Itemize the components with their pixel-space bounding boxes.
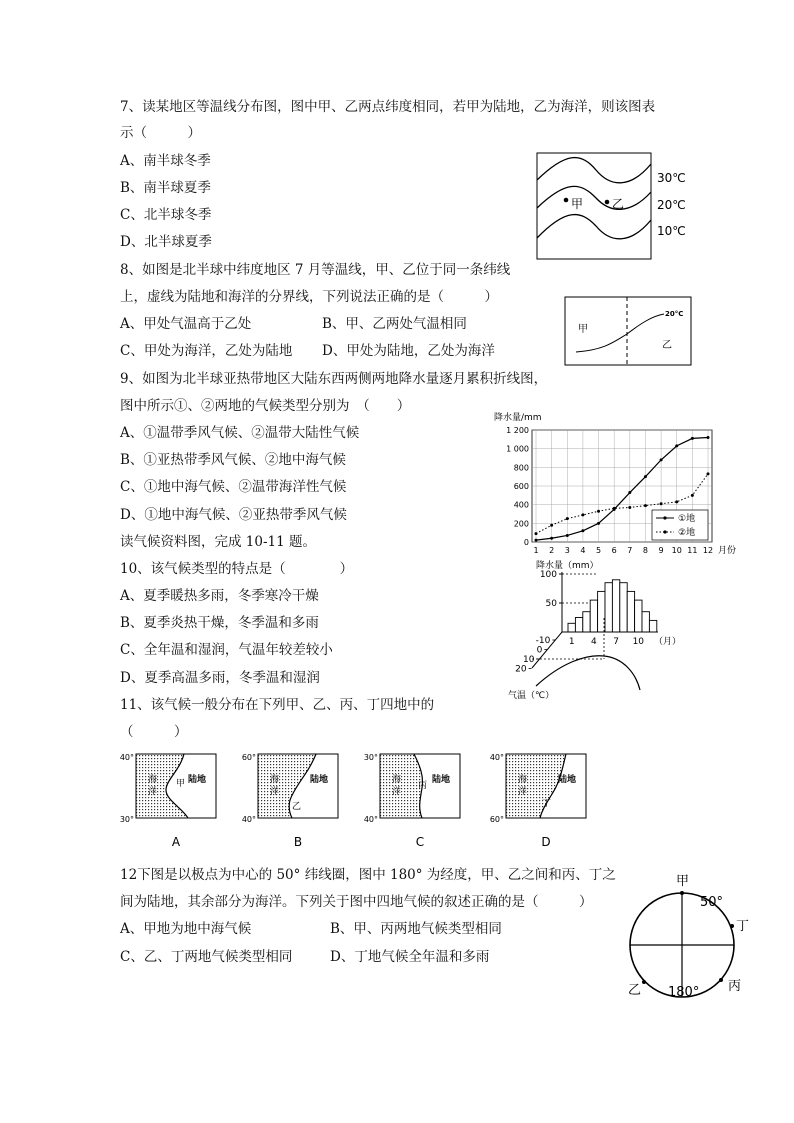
x-tick-label: 3 [564,546,570,555]
q8-option-c: C、甲处为海洋，乙处为陆地 [120,343,293,359]
q10-option-b: B、夏季炎热干燥，冬季温和多雨 [120,615,319,631]
series-1-point [675,444,678,447]
precip-bar [605,583,612,632]
chart-legend [652,510,708,540]
precip-bar [612,580,619,632]
point-jia-label: 甲 [676,874,690,889]
legend-series-1: ①地 [678,514,696,524]
series-2-point [597,510,600,513]
point-yi-label: 乙 [662,340,672,351]
sea-label: 海 [392,775,402,785]
place-label: 乙 [292,802,302,812]
q9-option-c: C、①地中海气候、②温带海洋性气候 [120,479,347,495]
sea-label: 洋 [148,787,158,797]
map-caption: B [293,835,303,849]
series-1-point [644,475,647,478]
x-tick-label: 4 [580,546,586,555]
series-2-point [581,513,584,516]
precip-bar [598,591,605,632]
lat-bottom-label: 40° [242,815,256,824]
q8-stem-line1: 8、如图是北半球中纬度地区 7 月等温线，甲、乙位于同一条纬线 [120,262,511,278]
x-tick-label: 2 [549,546,555,555]
series-1-point [597,522,600,525]
coast-map-c [364,752,474,856]
sea-label: 洋 [518,787,528,797]
sea-label: 海 [270,775,280,785]
q12-option-c: C、乙、丁两地气候类型相同 [120,949,293,965]
q8-stem-line2: 上，虚线为陆地和海洋的分界线，下列说法正确的是（ ） [120,289,498,305]
x-tick-label: 9 [658,546,664,555]
lat-top-label: 30° [364,753,378,762]
coast-map-d [490,752,600,856]
intro-10-11: 读气候资料图，完成 10-11 题。 [120,534,317,550]
q10-option-a: A、夏季暖热多雨，冬季寒冷干燥 [120,588,319,604]
x-tick-label: 12 [702,546,714,555]
month-unit: （月） [654,637,682,647]
series-2-point [660,502,663,505]
series-2-point [675,500,678,503]
series-2-point [613,507,616,510]
q7-option-c: C、北半球冬季 [120,207,212,223]
x-tick-label: 8 [642,546,649,555]
series-2-point [535,532,538,535]
precip-bar [590,600,597,632]
q9-option-b: B、①亚热带季风气候、②地中海气候 [120,452,346,468]
q8-option-b: B、甲、乙两处气温相同 [322,316,467,332]
series-1-point [660,458,663,461]
x-tick-label: 11 [687,546,698,555]
place-label: 丁 [542,799,552,809]
sea-area [258,754,316,818]
land-label: 陆地 [188,775,207,785]
point-yi-dot [605,200,610,205]
sea-label: 洋 [392,787,402,797]
place-label: 甲 [176,779,186,789]
series-2-point [550,524,553,527]
series-2-point [691,494,694,497]
coast-map-a [120,752,230,856]
climate-chart [506,558,686,704]
x-tick-label: 7 [627,546,633,555]
q9-stem-line2: 图中所示①、②两地的气候类型分别为 （ ） [120,398,411,414]
x-axis-label: 月份 [718,546,737,556]
q12-option-a: A、甲地为地中海气候 [120,921,252,937]
coast-map-b [242,752,352,856]
month-tick-label: 1 [568,637,575,647]
q8-option-a: A、甲处气温高于乙处 [120,316,252,332]
series-1-point [535,539,538,542]
x-tick-label: 1 [533,546,539,555]
series-2-point [644,504,647,507]
q8-option-d: D、甲处为陆地，乙处为海洋 [322,343,495,359]
month-tick-label: 10 [632,637,645,647]
lat-top-label: 40° [120,753,134,762]
point-bing-label: 丙 [728,979,742,994]
q8-isotherm-figure [564,296,694,368]
precip-bar [568,623,575,632]
q7-stem-line2: 示（ ） [120,125,201,141]
place-label: 丙 [418,781,428,791]
land-label: 陆地 [558,775,577,785]
land-label: 陆地 [310,775,329,785]
cumulative-precip-chart [494,408,774,558]
lat-bottom-label: 40° [364,815,378,824]
precip-tick-label: 50 [545,599,557,609]
precip-bar [583,612,590,632]
lat-top-label: 60° [242,753,256,762]
precip-bar [627,591,634,632]
land-label: 陆地 [432,775,451,785]
y-tick-label: 800 [513,463,529,473]
q9-stem-line1: 9、如图为北半球亚热带地区大陆东西两侧两地降水量逐月累积折线图， [120,371,548,387]
y-tick-label: 1 200 [506,426,529,435]
q10-option-d: D、夏季高温多雨，冬季温和湿润 [120,670,320,686]
y-tick-label: 600 [513,482,529,491]
q7-option-a: A、南半球冬季 [120,153,211,169]
y-axis-label: 降水量/mm [494,413,542,423]
series-1-point [550,537,553,540]
point-jia-dot [564,198,569,203]
lat-bottom-label: 60° [490,815,504,824]
x-tick-label: 5 [595,546,602,555]
precip-bar [575,618,582,633]
climate-precip-title: 降水量（mm） [536,561,599,571]
q12-stem-line2: 间为陆地，其余部分为海洋。下列关于图中四地气候的叙述正确的是（ ） [120,894,593,910]
q7-option-b: B、南半球夏季 [120,180,211,196]
isotherm-label-10: 10℃ [657,224,686,238]
q9-option-d: D、①地中海气候、②亚热带季风气候 [120,507,347,523]
lon-180-label: 180° [668,985,700,1000]
sea-label: 海 [518,775,528,785]
q9-option-a: A、①温带季风气候、②温带大陆性气候 [120,425,360,441]
point-jia-label: 甲 [571,197,584,211]
q7-option-d: D、北半球夏季 [120,234,212,250]
q7-isotherm-map [536,152,696,262]
x-tick-label: 6 [611,546,617,555]
y-tick-label: 400 [513,500,529,510]
series-2-point [566,517,569,520]
series-2-point [707,472,710,475]
q7-stem-line1: 7、读某地区等温线分布图，图中甲、乙两点纬度相同，若甲为陆地，乙为海洋，则该图表 [120,99,656,115]
precip-bar [635,600,642,632]
point-yi-label: 乙 [628,983,642,998]
q12-option-b: B、甲、丙两地气候类型相同 [330,921,502,937]
sea-label: 洋 [270,787,280,797]
month-tick-label: 7 [613,637,619,647]
lat-bottom-label: 30° [120,815,134,824]
y-tick-label: 1 000 [506,444,529,454]
q11-stem-line1: 11、该气候一般分布在下列甲、乙、丙、丁四地中的 [120,697,435,713]
y-tick-label: 200 [513,519,529,529]
series-2-point [628,506,631,509]
temp-tick-label: 20 [515,664,527,675]
isotherm-label-20: 20℃ [657,198,686,212]
precip-bar [649,620,656,632]
legend-series-2: ②地 [678,528,696,538]
q11-stem-line2: （ ） [120,724,188,740]
lat-50-label: 50° [700,895,724,910]
precip-tick-label: 100 [539,570,557,580]
q12-polar-circle-figure [620,868,760,1000]
temp-tick-label: -10 [535,636,551,646]
point-yi-label: 乙 [612,197,625,211]
series-1-point [707,436,710,439]
point-ding-label: 丁 [736,919,750,934]
map-caption: A [171,835,181,849]
series-1-point [581,529,584,532]
x-tick-label: 10 [671,546,682,555]
isotherm-20c-label: 20°C [665,310,684,318]
q12-stem-line1: 12下图是以极点为中心的 50° 纬线圈，图中 180° 为经度，甲、乙之间和丙、丁之 [120,867,616,883]
temp-axis-label: 气温（℃） [508,691,555,701]
month-tick-label: 4 [591,637,597,647]
q12-option-d: D、丁地气候全年温和多雨 [330,949,490,965]
temp-tick-label: 0 [536,645,543,656]
isotherm-label-30: 30℃ [657,171,686,185]
map-caption: D [541,835,551,849]
sea-area [380,754,423,818]
point-jia-label: 甲 [578,324,588,335]
q10-stem: 10、该气候类型的特点是（ ） [120,561,354,577]
precip-bar [642,612,649,632]
precip-bar [620,583,627,632]
series-1-point [566,534,569,537]
y-tick-label: 0 [523,538,529,547]
series-1-point [691,437,694,440]
sea-label: 海 [148,775,158,785]
temperature-curve [536,656,640,690]
series-1-point [628,491,631,494]
map-caption: C [415,835,425,849]
temp-tick-label: 10 [523,655,535,665]
q10-option-c: C、全年温和湿润，气温年较差较小 [120,642,333,658]
lat-top-label: 40° [490,753,504,762]
